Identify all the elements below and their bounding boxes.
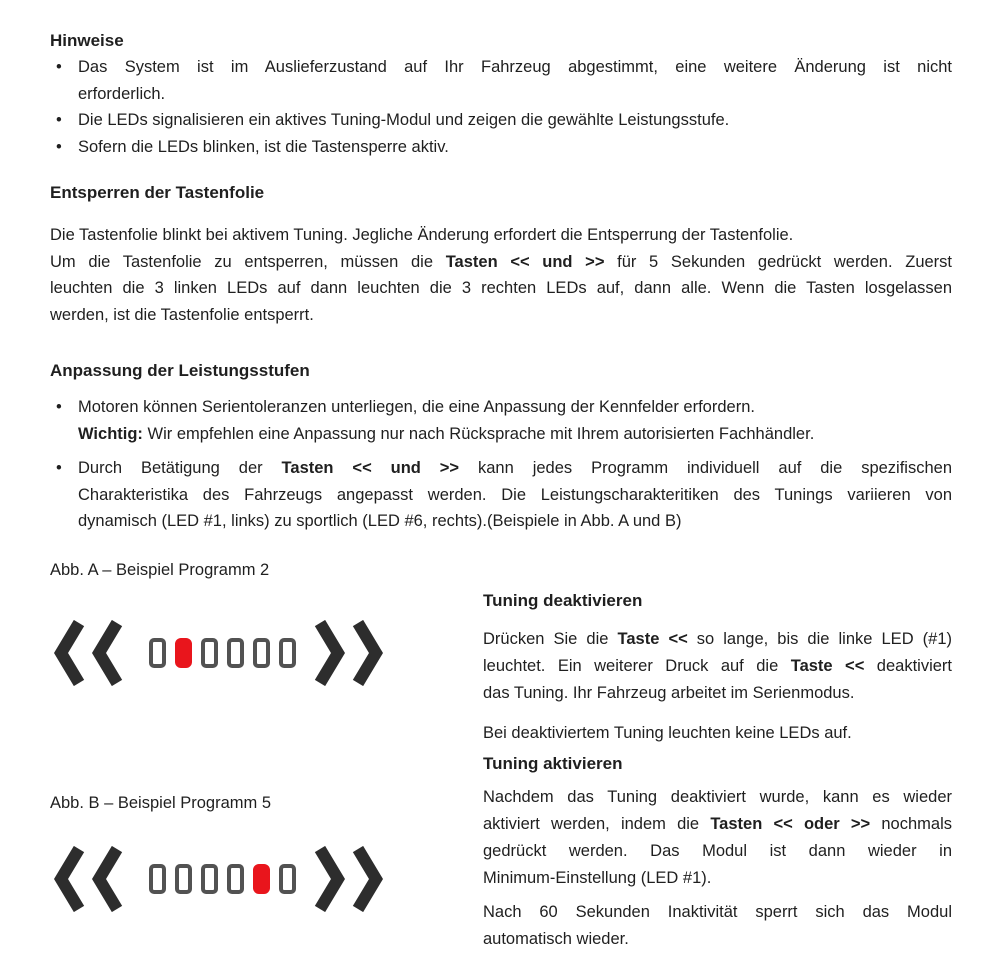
text: Das System ist im Auslieferzustand auf Ihr Fahrzeug abgestimmt, eine weitere Änderung ist nicht (78, 58, 952, 76)
heading-entsperren: Entsperren der Tastenfolie (50, 183, 265, 202)
text: leuchtet. Ein weiterer Druck auf die (483, 657, 791, 675)
paragraph-entsperren (50, 222, 952, 328)
paragraph-keine-leds (483, 720, 952, 747)
led-1 (149, 864, 166, 894)
text: automatisch wieder. (483, 930, 629, 948)
text-line (483, 680, 952, 707)
text-line (50, 249, 952, 276)
figure-b-caption: Abb. B – Beispiel Programm 5 (50, 794, 272, 812)
text-line (78, 394, 952, 421)
led-6 (279, 638, 296, 668)
text-line (78, 508, 952, 535)
led-6 (279, 864, 296, 894)
text-line (483, 926, 952, 953)
text: Durch Betätigung der (78, 459, 282, 477)
text: Sofern die LEDs blinken, ist die Tastensperre aktiv. (78, 137, 449, 156)
text: so lange, bis die linke LED (#1) (687, 630, 953, 648)
chevron-left-double-icon (54, 620, 124, 686)
text-line (483, 899, 952, 926)
bullet-tasten-betaetigung (50, 455, 952, 535)
text-line (78, 455, 952, 482)
text: deaktiviert (864, 657, 952, 675)
bold-text: Taste << (617, 630, 688, 648)
text: Drücken Sie die (483, 630, 618, 648)
text: aktiviert werden, indem die (483, 815, 711, 833)
led-1 (149, 638, 166, 668)
text: Minimum-Einstellung (LED #1). (483, 869, 712, 887)
bold-text: Taste << (790, 657, 865, 675)
text-line (50, 302, 952, 329)
figure-a-led-display (54, 620, 383, 686)
led-4 (227, 638, 244, 668)
text: Die LEDs signalisieren ein aktives Tuning-Modul und zeigen die gewählte Leistungsstufe. (78, 111, 730, 129)
led-strip-a (149, 638, 296, 668)
text: Nach 60 Sekunden Inaktivität sperrt sich das Modul (483, 903, 952, 921)
led-2-active (175, 638, 192, 668)
text-line (50, 275, 952, 302)
text-line (78, 107, 952, 134)
text: das Tuning. Ihr Fahrzeug arbeitet im Serienmodus. (483, 684, 855, 702)
led-4 (227, 864, 244, 894)
text-line (78, 421, 952, 448)
heading-tuning-deaktivieren: Tuning deaktivieren (483, 591, 643, 610)
led-5-active (253, 864, 270, 894)
text: leuchten die 3 linken LEDs auf dann leuchten die 3 rechten LEDs auf, dann alle. Wenn die Tasten losgelassen (50, 279, 952, 297)
figure-a-caption: Abb. A – Beispiel Programm 2 (50, 560, 270, 579)
text: nochmals (870, 815, 952, 833)
heading-anpassung: Anpassung der Leistungsstufen (50, 361, 310, 380)
bold-text: Tasten << und >> (281, 459, 460, 477)
bold-text: Tasten << oder >> (710, 815, 871, 833)
text: gedrückt werden. Das Modul ist dann wieder in (483, 842, 952, 860)
text: Die Tastenfolie blinkt bei aktivem Tuning. Jegliche Änderung erfordert die Entsperrung der Tastenfolie. (50, 226, 794, 244)
chevron-right-double-icon (313, 620, 383, 686)
text: Wir empfehlen eine Anpassung nur nach Rücksprache mit Ihrem autorisierten Fachhändler. (142, 424, 815, 443)
text-line (483, 626, 952, 653)
text-line (78, 134, 952, 161)
text-line (483, 720, 952, 747)
bold-text: Tasten << und >> (445, 252, 605, 271)
text-line (483, 653, 952, 680)
text-line (78, 482, 952, 509)
chevron-left-double-icon (54, 846, 124, 912)
text: Um die Tastenfolie zu entsperren, müssen die (50, 252, 446, 271)
text: kann jedes Programm individuell auf die spezifischen (459, 459, 952, 477)
text: erforderlich. (78, 84, 166, 103)
text-line (50, 222, 952, 249)
text-line (483, 784, 952, 811)
heading-hinweise: Hinweise (50, 31, 124, 50)
text: Charakteristika des Fahrzeugs angepasst werden. Die Leistungscharakteritiken des Tunings variieren von (78, 485, 952, 504)
bullet-leds-signalisieren (50, 107, 952, 134)
text: werden, ist die Tastenfolie entsperrt. (50, 305, 314, 324)
text-line (78, 81, 952, 108)
paragraph-inaktivitaet (483, 899, 952, 953)
text: Motoren können Serientoleranzen unterliegen, die eine Anpassung der Kennfelder erfordern. (78, 398, 755, 416)
text-line (483, 865, 952, 892)
led-2 (175, 864, 192, 894)
text: Nachdem das Tuning deaktiviert wurde, kann es wieder (483, 788, 952, 806)
chevron-right-double-icon (313, 846, 383, 912)
text: Bei deaktiviertem Tuning leuchten keine LEDs auf. (483, 724, 852, 742)
text-line (483, 838, 952, 865)
text-line (483, 811, 952, 838)
led-5 (253, 638, 270, 668)
text-line (78, 54, 952, 81)
bold-text: Wichtig: (78, 424, 143, 443)
paragraph-aktivieren (483, 784, 952, 892)
text: für 5 Sekunden gedrückt werden. Zuerst (604, 252, 952, 271)
led-3 (201, 864, 218, 894)
figure-b-led-display (54, 846, 383, 912)
bullet-motoren-toleranzen (50, 394, 952, 447)
bullet-system-abgestimmt (50, 54, 952, 107)
text: dynamisch (LED #1, links) zu sportlich (LED #6, rechts).(Beispiele in Abb. A und B) (78, 512, 682, 530)
bullet-tastensperre (50, 134, 952, 161)
main-text-column (50, 28, 952, 583)
right-text-column (483, 590, 952, 953)
led-strip-b (149, 864, 296, 894)
heading-tuning-aktivieren: Tuning aktivieren (483, 754, 623, 773)
led-3 (201, 638, 218, 668)
paragraph-deaktivieren (483, 626, 952, 707)
